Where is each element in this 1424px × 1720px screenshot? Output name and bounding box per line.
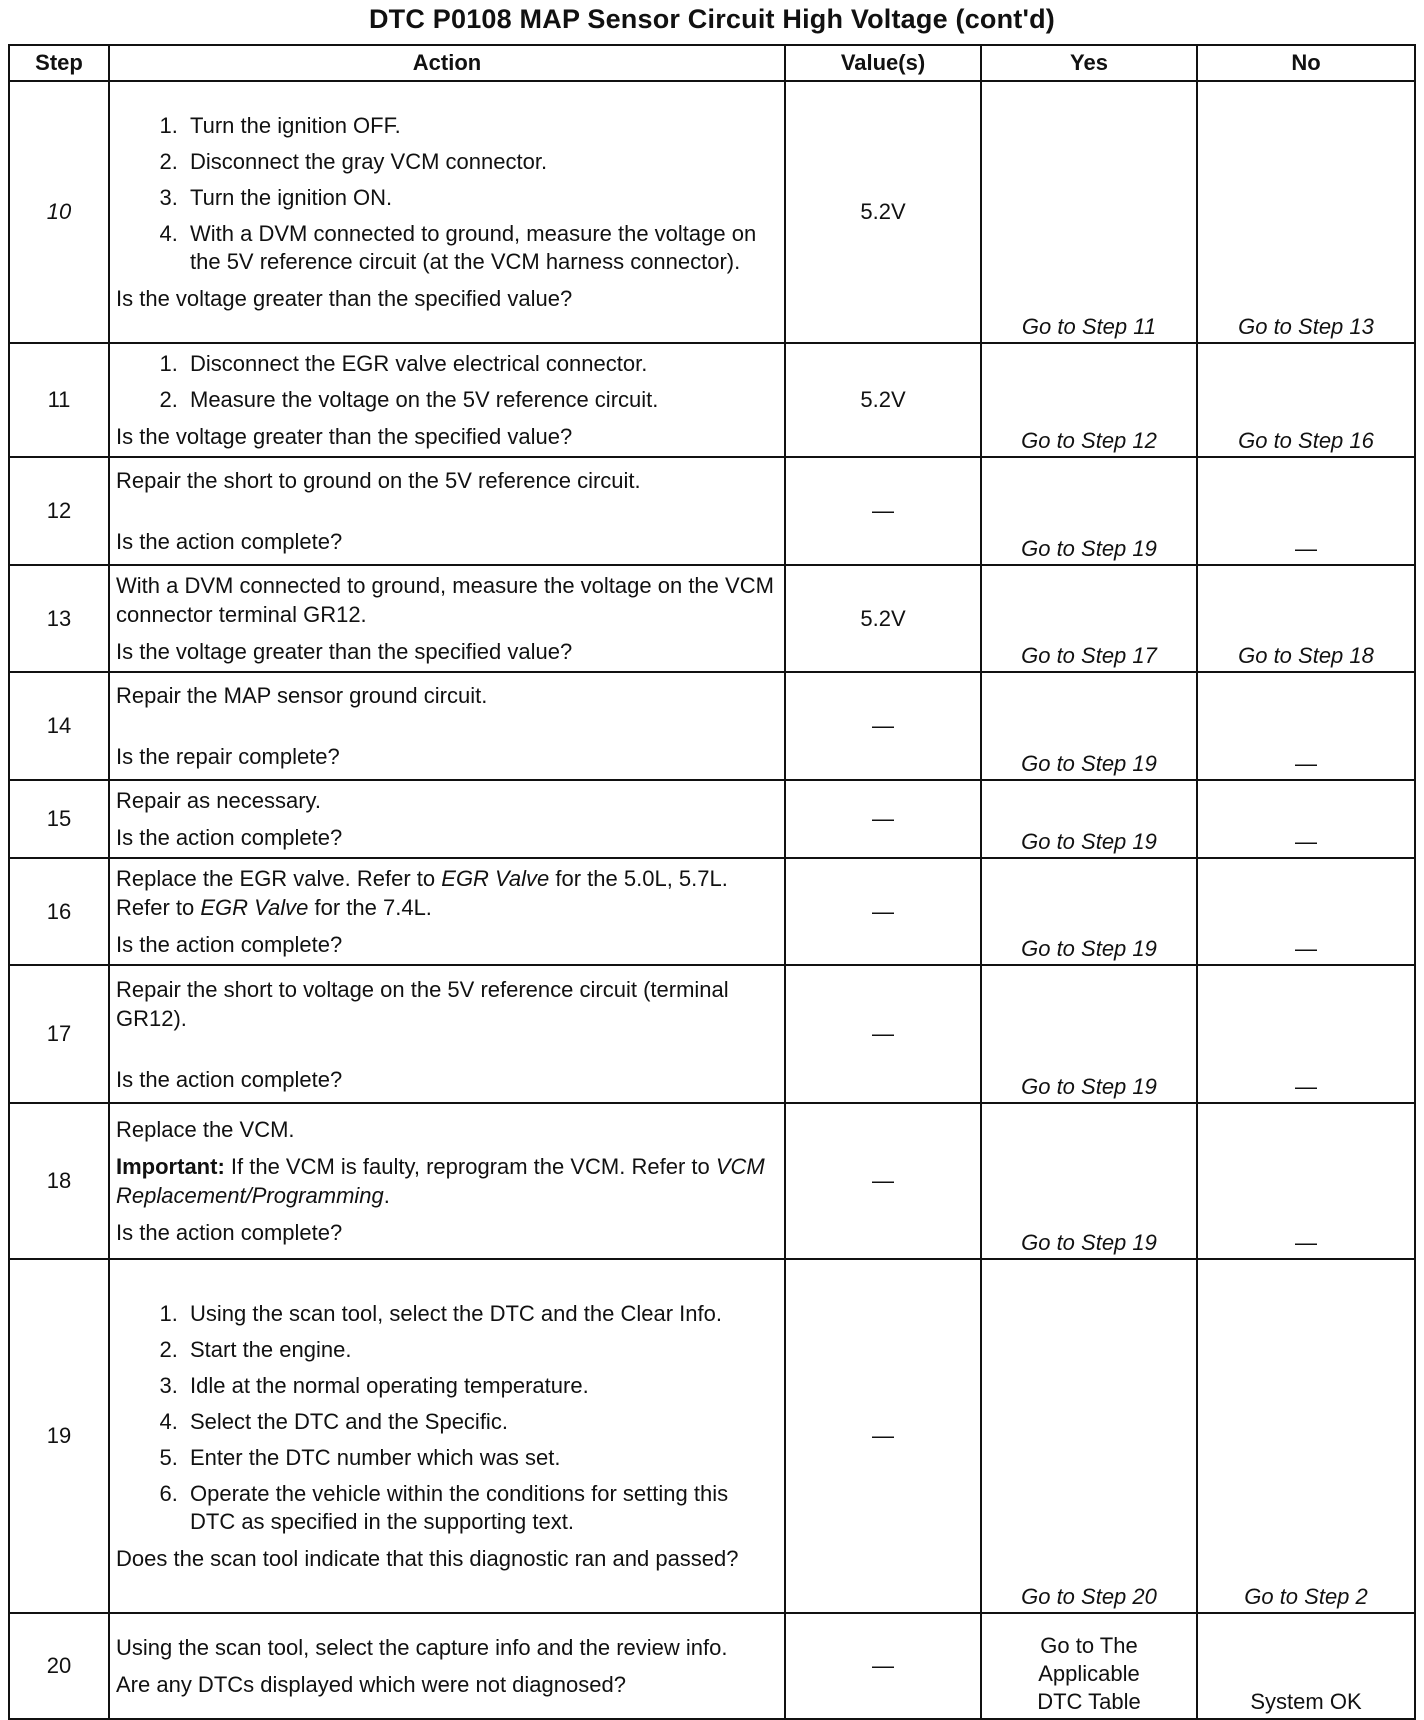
yes-cell: Go to Step 17 (981, 565, 1197, 672)
action-steps (116, 112, 776, 276)
step-number: 14 (9, 672, 109, 780)
action-cell (109, 81, 785, 343)
text-part: for the 5.0L, 5.7L. Refer to (116, 866, 728, 920)
no-cell: — (1197, 457, 1415, 565)
list-item: 1. Disconnect the EGR valve electrical connector. (184, 350, 776, 378)
action-steps (116, 1300, 776, 1536)
no-cell: — (1197, 672, 1415, 780)
value-cell: 5.2V (785, 343, 981, 457)
action-question: Is the action complete? (116, 1220, 343, 1245)
value-cell: — (785, 1103, 981, 1259)
text-part: If the VCM is faulty, reprogram the VCM. Refer to (224, 1154, 716, 1179)
table-row (9, 780, 1415, 858)
step-number: 20 (9, 1613, 109, 1719)
list-item: 3. Turn the ignition ON. (184, 184, 776, 212)
action-cell (109, 965, 785, 1103)
important-label: Important: (116, 1154, 225, 1179)
yes-cell: Go to Step 20 (981, 1259, 1197, 1613)
action-question: Is the action complete? (116, 825, 343, 850)
list-item: 1. Using the scan tool, select the DTC and the Clear Info. (184, 1300, 776, 1328)
step-number: 15 (9, 780, 109, 858)
list-item: 2. Start the engine. (184, 1336, 776, 1364)
value-cell: — (785, 965, 981, 1103)
action-cell (109, 343, 785, 457)
action-question: Is the voltage greater than the specified value? (116, 639, 573, 664)
table-row (9, 457, 1415, 565)
table-row (9, 858, 1415, 965)
list-item: 3. Idle at the normal operating temperature. (184, 1372, 776, 1400)
yes-cell: Go to Step 19 (981, 1103, 1197, 1259)
no-cell: — (1197, 780, 1415, 858)
action-text: Using the scan tool, select the capture info and the review info. (116, 1635, 728, 1660)
table-header-row (9, 45, 1415, 81)
step-number: 11 (9, 343, 109, 457)
action-question: Are any DTCs displayed which were not diagnosed? (116, 1672, 626, 1697)
header-values: Value(s) (785, 45, 981, 81)
text-part: for the 7.4L. (308, 895, 432, 920)
no-cell: Go to Step 2 (1197, 1259, 1415, 1613)
no-cell: — (1197, 1103, 1415, 1259)
step-number: 17 (9, 965, 109, 1103)
no-cell: Go to Step 18 (1197, 565, 1415, 672)
table-row (9, 672, 1415, 780)
page-title: DTC P0108 MAP Sensor Circuit High Voltage (cont'd) (368, 4, 1055, 34)
yes-line: Go to The (1040, 1633, 1138, 1658)
table-row (9, 1259, 1415, 1613)
list-item: 2. Measure the voltage on the 5V reference circuit. (184, 386, 776, 414)
step-number: 12 (9, 457, 109, 565)
no-cell: System OK (1197, 1613, 1415, 1719)
table-row (9, 1103, 1415, 1259)
value-cell: 5.2V (785, 81, 981, 343)
list-item: 6. Operate the vehicle within the conditions for setting this DTC as specified in the supporting text. (184, 1480, 776, 1536)
value-cell: 5.2V (785, 565, 981, 672)
table-row (9, 965, 1415, 1103)
no-cell: Go to Step 13 (1197, 81, 1415, 343)
value-cell: — (785, 457, 981, 565)
action-text: Repair the short to ground on the 5V reference circuit. (116, 468, 641, 493)
yes-line: Applicable (1038, 1661, 1140, 1686)
action-question: Is the action complete? (116, 1066, 343, 1092)
action-cell (109, 565, 785, 672)
action-cell (109, 1103, 785, 1259)
action-cell (109, 780, 785, 858)
list-item: 2. Disconnect the gray VCM connector. (184, 148, 776, 176)
table-row (9, 565, 1415, 672)
step-number: 19 (9, 1259, 109, 1613)
action-text (116, 864, 776, 922)
yes-cell: Go to Step 11 (981, 81, 1197, 343)
step-number: 10 (9, 81, 109, 343)
step-number: 16 (9, 858, 109, 965)
text-part: . (383, 1183, 390, 1208)
table-row (9, 81, 1415, 343)
text-part: Replace the EGR valve. Refer to (116, 866, 442, 891)
action-question: Is the action complete? (116, 932, 343, 957)
yes-cell: Go to Step 19 (981, 780, 1197, 858)
no-cell: — (1197, 858, 1415, 965)
diagnostic-table (8, 44, 1416, 1720)
action-cell (109, 1259, 785, 1613)
table-row (9, 343, 1415, 457)
header-step: Step (9, 45, 109, 81)
table-row (9, 1613, 1415, 1719)
header-yes: Yes (981, 45, 1197, 81)
value-cell: — (785, 1613, 981, 1719)
step-number: 18 (9, 1103, 109, 1259)
list-item: 4. Select the DTC and the Specific. (184, 1408, 776, 1436)
list-item: 5. Enter the DTC number which was set. (184, 1444, 776, 1472)
important-note (116, 1152, 776, 1210)
no-cell: Go to Step 16 (1197, 343, 1415, 457)
action-cell (109, 1613, 785, 1719)
action-question: Is the repair complete? (116, 744, 340, 769)
action-text: With a DVM connected to ground, measure the voltage on the VCM connector terminal GR12. (116, 573, 774, 627)
action-text: Replace the VCM. (116, 1117, 295, 1142)
reference-link: EGR Valve (441, 866, 550, 891)
no-cell: — (1197, 965, 1415, 1103)
yes-line: DTC Table (1037, 1689, 1141, 1714)
yes-cell (981, 1613, 1197, 1719)
value-cell: — (785, 858, 981, 965)
reference-link: VCM Replacement/Programming (116, 1154, 765, 1208)
action-cell (109, 672, 785, 780)
yes-cell: Go to Step 19 (981, 457, 1197, 565)
header-action: Action (109, 45, 785, 81)
list-item: 4. With a DVM connected to ground, measure the voltage on the 5V reference circuit (at the VCM harness connector). (184, 220, 776, 276)
reference-link: EGR Valve (200, 895, 309, 920)
action-question: Does the scan tool indicate that this diagnostic ran and passed? (116, 1545, 739, 1571)
header-no: No (1197, 45, 1415, 81)
step-number: 13 (9, 565, 109, 672)
action-question: Is the action complete? (116, 529, 343, 554)
value-cell: — (785, 672, 981, 780)
action-cell (109, 858, 785, 965)
yes-cell: Go to Step 19 (981, 965, 1197, 1103)
list-item: 1. Turn the ignition OFF. (184, 112, 776, 140)
yes-cell: Go to Step 19 (981, 858, 1197, 965)
action-question: Is the voltage greater than the specified value? (116, 423, 573, 449)
action-question: Is the voltage greater than the specified value? (116, 285, 573, 311)
action-text: Repair as necessary. (116, 788, 322, 813)
action-cell (109, 457, 785, 565)
yes-cell: Go to Step 12 (981, 343, 1197, 457)
action-steps (116, 350, 776, 414)
value-cell: — (785, 1259, 981, 1613)
action-text: Repair the short to voltage on the 5V reference circuit (terminal GR12). (116, 976, 729, 1031)
value-cell: — (785, 780, 981, 858)
yes-cell: Go to Step 19 (981, 672, 1197, 780)
action-text: Repair the MAP sensor ground circuit. (116, 683, 488, 708)
